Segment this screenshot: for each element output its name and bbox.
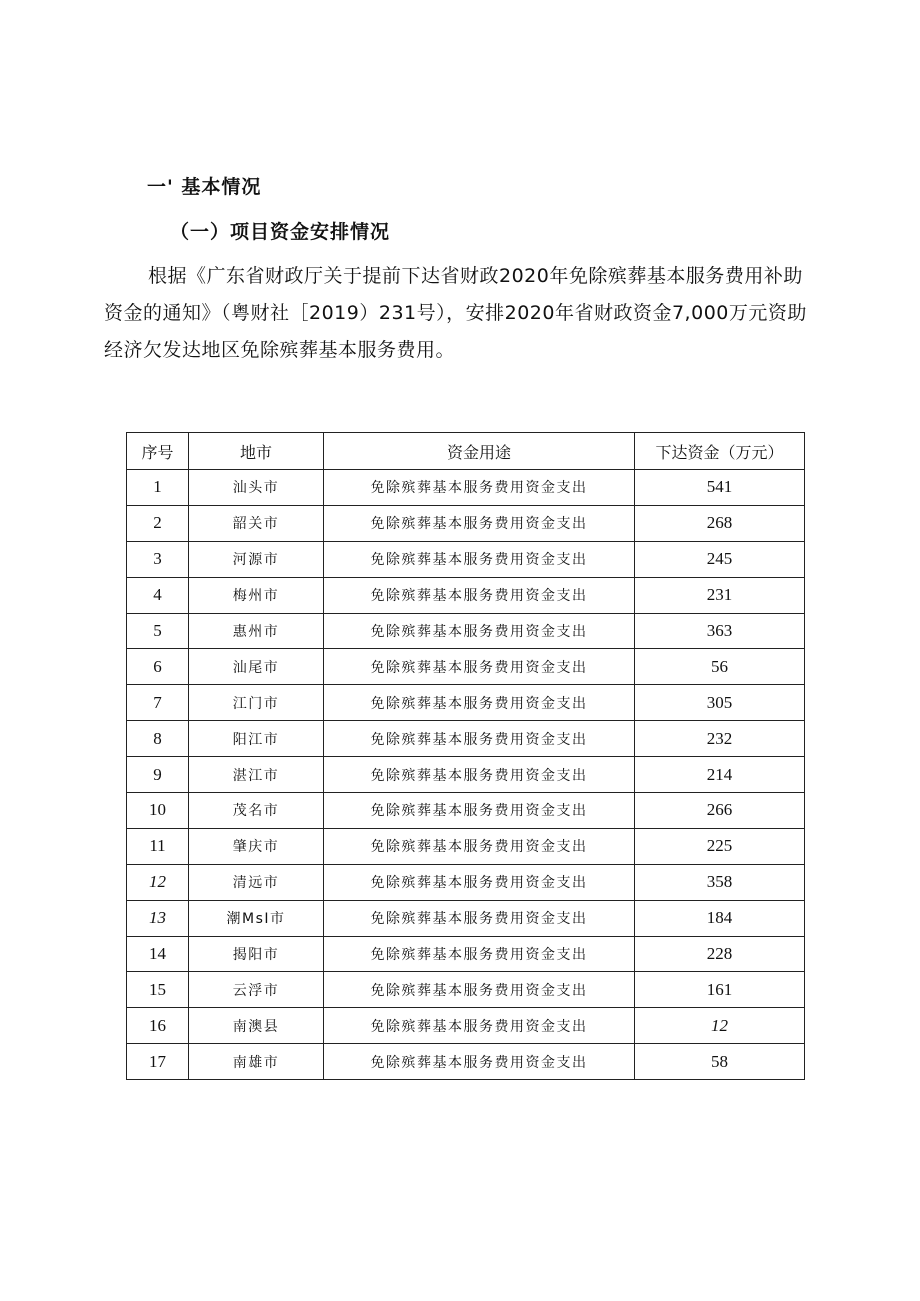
cell-city: 梅州市 <box>189 577 324 613</box>
cell-amount: 358 <box>635 864 805 900</box>
cell-use: 免除殡葬基本服务费用资金支出 <box>324 936 635 972</box>
cell-city: 云浮市 <box>189 972 324 1008</box>
header-amount: 下达资金（万元） <box>635 433 805 470</box>
cell-amount: 363 <box>635 613 805 649</box>
table-row <box>127 936 805 972</box>
cell-no: 17 <box>127 1044 189 1080</box>
cell-no: 9 <box>127 757 189 793</box>
table-row <box>127 541 805 577</box>
cell-no: 7 <box>127 685 189 721</box>
cell-use: 免除殡葬基本服务费用资金支出 <box>324 900 635 936</box>
cell-use: 免除殡葬基本服务费用资金支出 <box>324 972 635 1008</box>
cell-use: 免除殡葬基本服务费用资金支出 <box>324 828 635 864</box>
table-row <box>127 900 805 936</box>
cell-amount: 305 <box>635 685 805 721</box>
table-row <box>127 613 805 649</box>
cell-city: 韶关市 <box>189 505 324 541</box>
cell-use: 免除殡葬基本服务费用资金支出 <box>324 721 635 757</box>
cell-amount: 214 <box>635 757 805 793</box>
cell-use: 免除殡葬基本服务费用资金支出 <box>324 864 635 900</box>
cell-no: 4 <box>127 577 189 613</box>
table-row <box>127 1008 805 1044</box>
funds-table <box>126 432 805 1080</box>
table-row <box>127 864 805 900</box>
cell-amount: 245 <box>635 541 805 577</box>
cell-amount: 268 <box>635 505 805 541</box>
cell-city: 江门市 <box>189 685 324 721</box>
table-row <box>127 793 805 829</box>
table-row <box>127 470 805 506</box>
table-row <box>127 828 805 864</box>
cell-no: 8 <box>127 721 189 757</box>
cell-city: 揭阳市 <box>189 936 324 972</box>
cell-no: 1 <box>127 470 189 506</box>
cell-no: 6 <box>127 649 189 685</box>
cell-no: 5 <box>127 613 189 649</box>
cell-use: 免除殡葬基本服务费用资金支出 <box>324 685 635 721</box>
section-heading: 一' 基本情况 <box>147 176 262 198</box>
header-city: 地市 <box>189 433 324 470</box>
cell-city: 惠州市 <box>189 613 324 649</box>
subsection-heading: （一）项目资金安排情况 <box>170 221 391 243</box>
cell-amount: 231 <box>635 577 805 613</box>
cell-no: 10 <box>127 793 189 829</box>
table-row <box>127 1044 805 1080</box>
cell-use: 免除殡葬基本服务费用资金支出 <box>324 793 635 829</box>
cell-use: 免除殡葬基本服务费用资金支出 <box>324 577 635 613</box>
table-row <box>127 505 805 541</box>
cell-city: 南雄市 <box>189 1044 324 1080</box>
cell-amount: 541 <box>635 470 805 506</box>
cell-no: 14 <box>127 936 189 972</box>
cell-city: 肇庆市 <box>189 828 324 864</box>
cell-city: 汕尾市 <box>189 649 324 685</box>
cell-no: 3 <box>127 541 189 577</box>
cell-use: 免除殡葬基本服务费用资金支出 <box>324 757 635 793</box>
cell-city: 汕头市 <box>189 470 324 506</box>
cell-city: 茂名市 <box>189 793 324 829</box>
cell-amount: 225 <box>635 828 805 864</box>
cell-city: 清远市 <box>189 864 324 900</box>
cell-amount: 161 <box>635 972 805 1008</box>
cell-amount: 184 <box>635 900 805 936</box>
table-header-row <box>127 433 805 470</box>
header-use: 资金用途 <box>324 433 635 470</box>
cell-amount: 266 <box>635 793 805 829</box>
cell-use: 免除殡葬基本服务费用资金支出 <box>324 505 635 541</box>
table-row <box>127 972 805 1008</box>
cell-no: 2 <box>127 505 189 541</box>
cell-no: 16 <box>127 1008 189 1044</box>
cell-use: 免除殡葬基本服务费用资金支出 <box>324 541 635 577</box>
cell-city: 潮MsI市 <box>189 900 324 936</box>
cell-no: 13 <box>127 900 189 936</box>
cell-no: 15 <box>127 972 189 1008</box>
cell-use: 免除殡葬基本服务费用资金支出 <box>324 1044 635 1080</box>
cell-amount: 12 <box>635 1008 805 1044</box>
table-row <box>127 757 805 793</box>
cell-amount: 56 <box>635 649 805 685</box>
cell-city: 河源市 <box>189 541 324 577</box>
header-no: 序号 <box>127 433 189 470</box>
body-paragraph: 根据《广东省财政厅关于提前下达省财政2020年免除殡葬基本服务费用补助资金的通知》（粤财社［2019）231号），安排2020年省财政资金7,000万元资助经济欠发达地区免除殡葬基本服务费用。 <box>104 265 807 361</box>
cell-city: 阳江市 <box>189 721 324 757</box>
cell-no: 12 <box>127 864 189 900</box>
table-row <box>127 721 805 757</box>
cell-use: 免除殡葬基本服务费用资金支出 <box>324 649 635 685</box>
cell-city: 南澳县 <box>189 1008 324 1044</box>
cell-no: 11 <box>127 828 189 864</box>
cell-amount: 58 <box>635 1044 805 1080</box>
table-row <box>127 577 805 613</box>
cell-amount: 232 <box>635 721 805 757</box>
cell-use: 免除殡葬基本服务费用资金支出 <box>324 470 635 506</box>
cell-use: 免除殡葬基本服务费用资金支出 <box>324 613 635 649</box>
cell-use: 免除殡葬基本服务费用资金支出 <box>324 1008 635 1044</box>
cell-city: 湛江市 <box>189 757 324 793</box>
cell-amount: 228 <box>635 936 805 972</box>
table-row <box>127 685 805 721</box>
table-body <box>127 470 805 1080</box>
table-row <box>127 649 805 685</box>
